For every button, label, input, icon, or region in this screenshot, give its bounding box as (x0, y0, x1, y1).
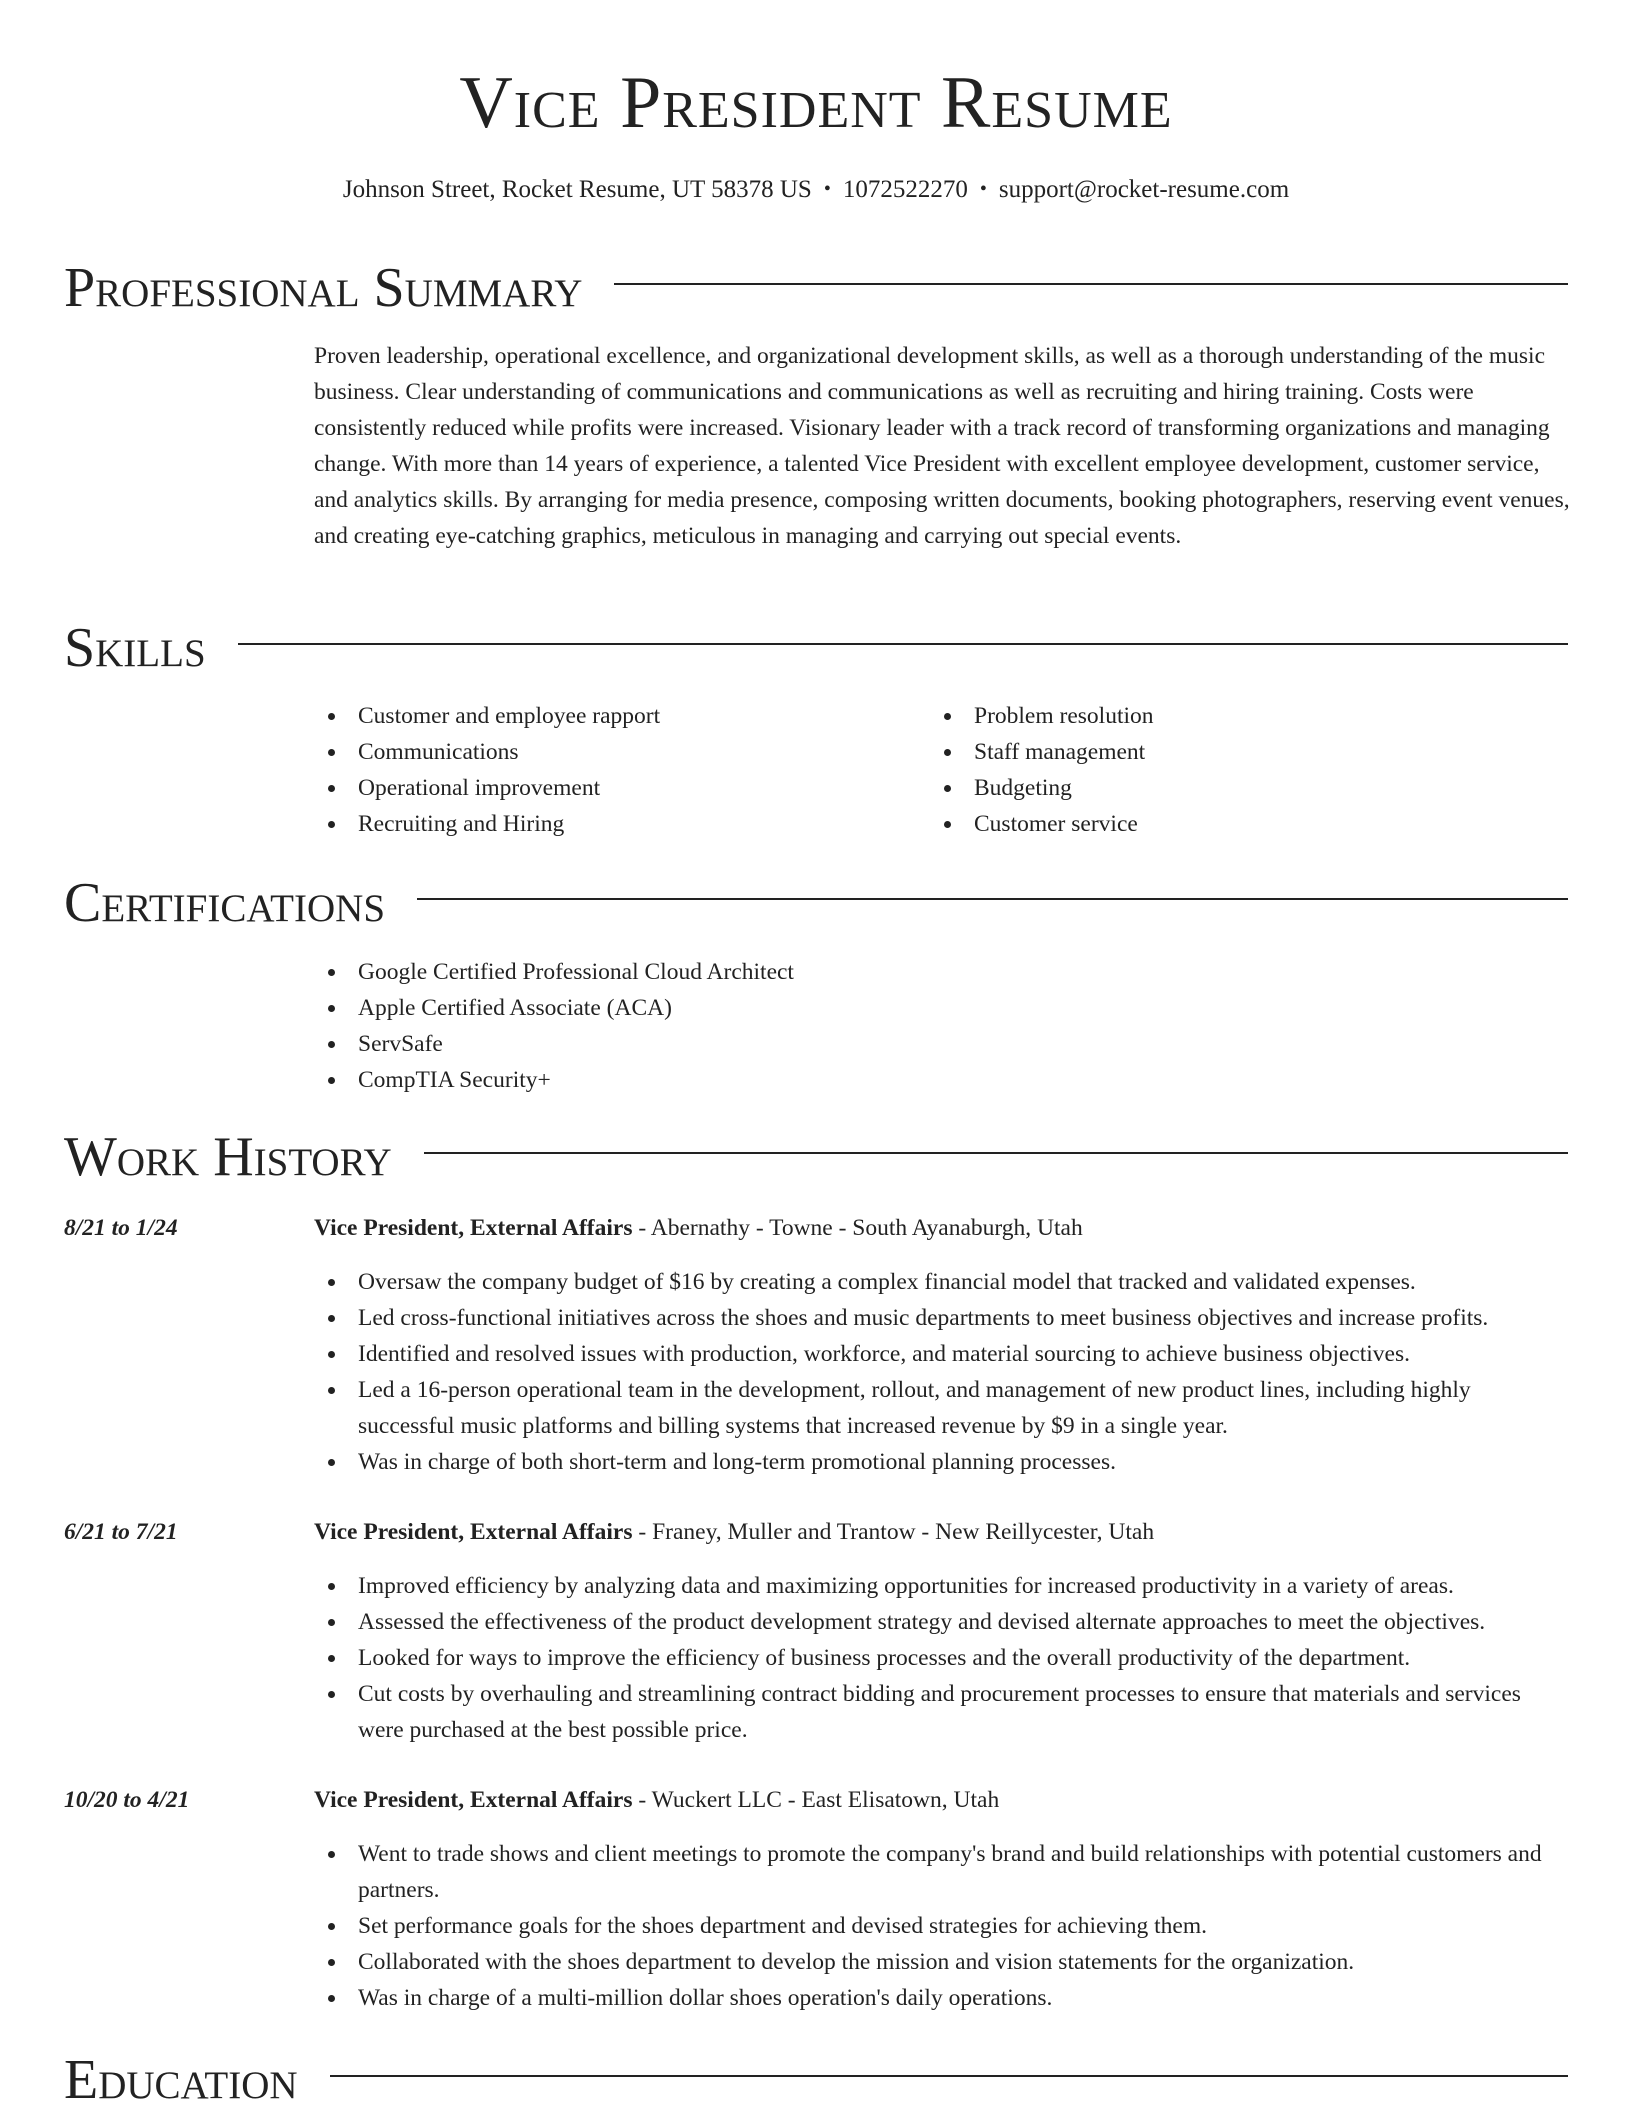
skills-list-right (930, 698, 1530, 842)
job-employer: - Abernathy - Towne - South Ayanaburgh, Utah (632, 1215, 1083, 1241)
section-header-summary (64, 258, 1568, 318)
list-item: Communications (314, 734, 914, 770)
list-item: Assessed the effectiveness of the product development strategy and devised alternate approaches to meet the objectives. (314, 1604, 1570, 1640)
list-item: Oversaw the company budget of $16 by creating a complex financial model that tracked and validated expenses. (314, 1264, 1570, 1300)
contact-line (0, 174, 1632, 207)
list-item: Was in charge of a multi-million dollar shoes operation's daily operations. (314, 1980, 1570, 2016)
list-item: Operational improvement (314, 770, 914, 806)
list-item: ServSafe (314, 1026, 1570, 1062)
section-divider (614, 283, 1568, 285)
job-role: Vice President, External Affairs (314, 1787, 633, 1813)
job-dates: 8/21 to 1/24 (64, 1215, 178, 1241)
list-item: Customer and employee rapport (314, 698, 914, 734)
job-role: Vice President, External Affairs (314, 1215, 633, 1241)
section-header-certifications (64, 873, 1568, 933)
section-header-work (64, 1127, 1568, 1187)
phone: 1072522270 (842, 176, 968, 203)
email: support@rocket-resume.com (998, 176, 1290, 203)
job-title-line (314, 1514, 1570, 1550)
job-title-line (314, 1210, 1570, 1246)
list-item: Collaborated with the shoes department to develop the mission and vision statements for the organization. (314, 1944, 1570, 1980)
list-item: Led a 16-person operational team in the development, rollout, and management of new product lines, including highly successful music platforms and billing systems that increased revenue by $9 in a single year. (314, 1372, 1570, 1444)
job-dates: 10/20 to 4/21 (64, 1787, 190, 1813)
address: Johnson Street, Rocket Resume, UT 58378 US (342, 176, 812, 203)
section-title-skills: Skills (64, 617, 206, 679)
list-item: Apple Certified Associate (ACA) (314, 990, 1570, 1026)
section-title-work: Work History (64, 1126, 392, 1188)
list-item: Identified and resolved issues with production, workforce, and material sourcing to achieve business objectives. (314, 1336, 1570, 1372)
list-item: Led cross-functional initiatives across the shoes and music departments to meet business objectives and increase profits. (314, 1300, 1570, 1336)
certifications-list (314, 954, 1570, 1098)
job-employer: - Wuckert LLC - East Elisatown, Utah (632, 1787, 1000, 1813)
list-item: Budgeting (930, 770, 1530, 806)
job-duties (314, 1836, 1570, 2016)
job-employer: - Franey, Muller and Trantow - New Reillycester, Utah (632, 1519, 1155, 1545)
list-item: Looked for ways to improve the efficiency of business processes and the overall productivity of the department. (314, 1640, 1570, 1676)
list-item: Improved efficiency by analyzing data and maximizing opportunities for increased productivity in a variety of areas. (314, 1568, 1570, 1604)
section-divider (330, 2075, 1568, 2077)
skills-list-left (314, 698, 914, 842)
section-header-skills (64, 618, 1568, 678)
summary-text: Proven leadership, operational excellence, and organizational development skills, as well as a thorough understanding of the music business. Clear understanding of communications and communications as well as recruiting and hiring training. Costs were consistently reduced while profits were increased. Visionary leader with a track record of transforming organizations and managing change. With more than 14 years of experience, a talented Vice President with excellent employee development, customer service, and analytics skills. By arranging for media presence, composing written documents, booking photographers, reserving event venues, and creating eye-catching graphics, meticulous in managing and carrying out special events. (314, 343, 1570, 549)
separator-dot: • (823, 178, 831, 200)
list-item: Problem resolution (930, 698, 1530, 734)
job-dates: 6/21 to 7/21 (64, 1519, 178, 1545)
resume-title: Vice President Resume (459, 62, 1173, 144)
section-title-certifications: Certifications (64, 872, 386, 934)
section-title-summary: Professional Summary (64, 257, 583, 319)
list-item: Customer service (930, 806, 1530, 842)
job-role: Vice President, External Affairs (314, 1519, 633, 1545)
list-item: Cut costs by overhauling and streamlining contract bidding and procurement processes to ensure that materials and services were purchased at the best possible price. (314, 1676, 1570, 1748)
job-duties (314, 1264, 1570, 1480)
separator-dot: • (979, 178, 987, 200)
list-item: Set performance goals for the shoes department and devised strategies for achieving them. (314, 1908, 1570, 1944)
list-item: Went to trade shows and client meetings to promote the company's brand and build relationships with potential customers and partners. (314, 1836, 1570, 1908)
list-item: CompTIA Security+ (314, 1062, 1570, 1098)
section-header-education (64, 2050, 1568, 2110)
list-item: Google Certified Professional Cloud Architect (314, 954, 1570, 990)
section-divider (238, 643, 1568, 645)
list-item: Recruiting and Hiring (314, 806, 914, 842)
section-divider (417, 898, 1568, 900)
list-item: Was in charge of both short-term and long-term promotional planning processes. (314, 1444, 1570, 1480)
section-divider (424, 1152, 1568, 1154)
section-title-education: Education (64, 2049, 298, 2111)
job-duties (314, 1568, 1570, 1748)
job-title-line (314, 1782, 1570, 1818)
list-item: Staff management (930, 734, 1530, 770)
